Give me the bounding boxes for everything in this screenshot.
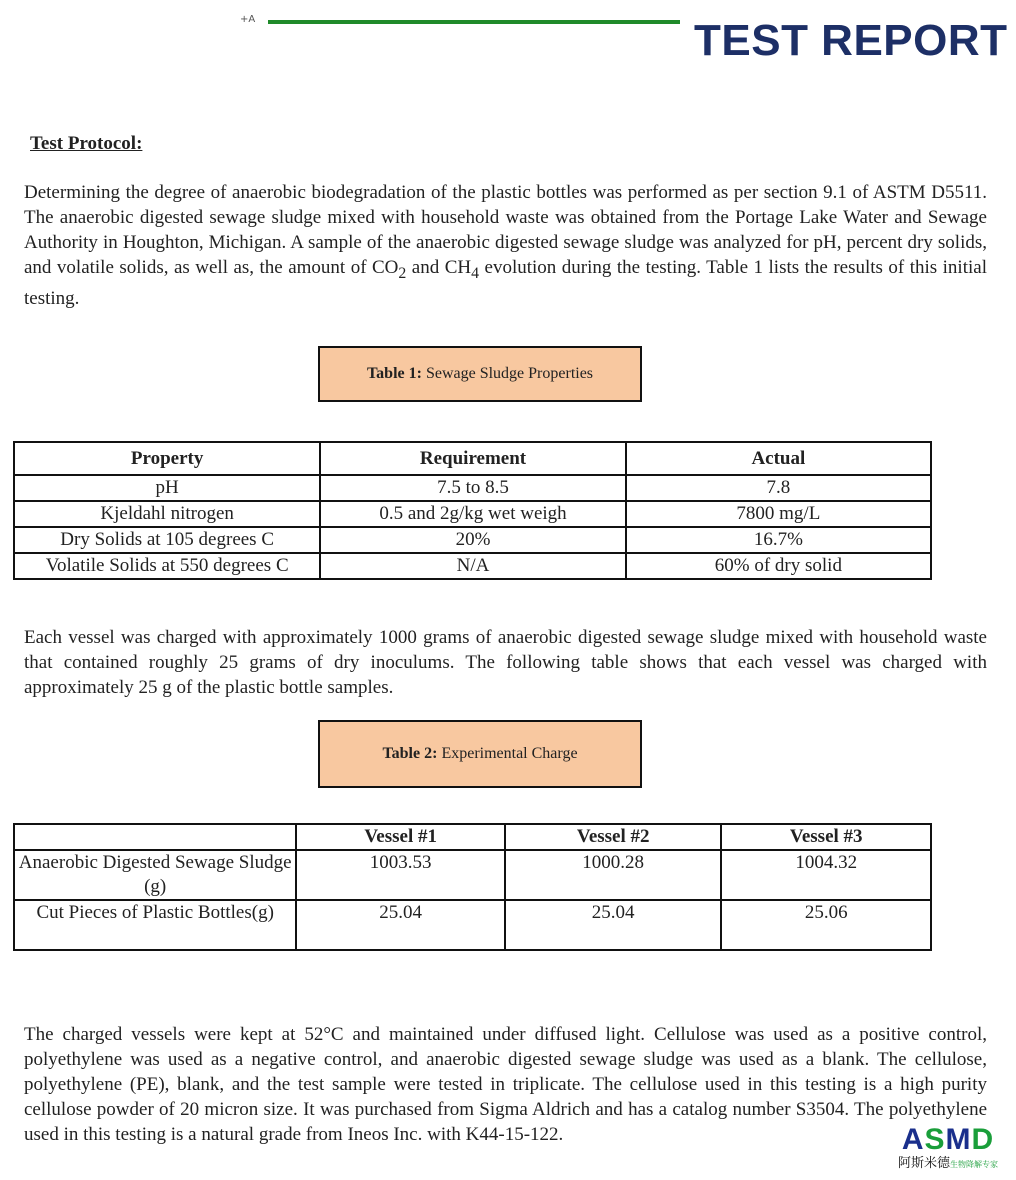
table-row [14,527,931,553]
table2-caption [318,720,642,788]
table-cell: Cut Pieces of Plastic Bottles(g) [14,900,296,950]
table-row [14,501,931,527]
header-rule [268,20,680,24]
table-row [14,553,931,579]
header-mark: +A [240,14,256,25]
table-header-row [14,442,931,475]
table-cell: 1000.28 [505,850,722,900]
table-cell: 25.04 [296,900,505,950]
table2-caption-label: Table 2: [382,745,438,762]
table-cell: Volatile Solids at 550 degrees C [14,553,320,579]
logo-subtitle: 阿斯米德生物降解专家 [897,1156,998,1171]
table-cell: Dry Solids at 105 degrees C [14,527,320,553]
table-header-cell: Vessel #3 [721,824,931,850]
paragraph-charge: Each vessel was charged with approximately 1000 grams of anaerobic digested sewage sludge mixed with household waste that contained roughly 25 grams of dry inoculums. The following table shows that each vessel was charged with approximately 25 g of the plastic bottle samples. [24,627,987,698]
table-header-cell: Requirement [320,442,625,475]
table-header-cell: Vessel #2 [505,824,722,850]
table-cell: 25.06 [721,900,931,950]
table-header-cell [14,824,296,850]
protocol-heading: Test Protocol: [30,133,143,154]
table-row [14,850,931,900]
table-cell: 25.04 [505,900,722,950]
table-header-cell: Vessel #1 [296,824,505,850]
table-header-row [14,824,931,850]
sewage-sludge-table [13,441,932,580]
paragraph-conditions: The charged vessels were kept at 52°C and maintained under diffused light. Cellulose was used as a positive control, polyethylene was used as a negative control, and anaerobic digested sewage sludge was used as a blank. The cellulose, polyethylene (PE), blank, and the test sample were tested in triplicate. The cellulose used in this testing is a high purity cellulose powder of 20 micron size. It was purchased from Sigma Aldrich and has a catalog number S3504. The polyethylene used in this testing is a natural grade from Ineos Inc. with K44-15-122. [24,1024,987,1145]
table-cell: 0.5 and 2g/kg wet weigh [320,501,625,527]
table-cell: 7.8 [626,475,931,501]
table-cell: 60% of dry solid [626,553,931,579]
experimental-charge-table [13,823,932,951]
table-cell: N/A [320,553,625,579]
table-cell: 1004.32 [721,850,931,900]
table-cell: 7.5 to 8.5 [320,475,625,501]
table-cell: 7800 mg/L [626,501,931,527]
logo-mark: ASMD [901,1123,995,1156]
table-cell: Anaerobic Digested Sewage Sludge (g) [14,850,296,900]
report-title: TEST REPORT [694,16,1008,65]
table-header-cell: Property [14,442,320,475]
table1-caption-label: Table 1: [366,365,422,382]
table-cell: 1003.53 [296,850,505,900]
table-row [14,900,931,950]
table-header-cell: Actual [626,442,931,475]
paragraph-intro: Determining the degree of anaerobic biodegradation of the plastic bottles was performed as per section 9.1 of ASTM D5511. The anaerobic digested sewage sludge mixed with household waste was obtained from the Portage Lake Water and Sewage Authority in Houghton, Michigan. A sample of the anaerobic digested sewage sludge was analyzed for pH, percent dry solids, and volatile solids, as well as, the amount of $CO_2$ and $CH_4$ evolution during the testing. Table 1 lists the results of this initial testing. [24,182,987,309]
table-cell: 20% [320,527,625,553]
asmd-logo [886,1124,1010,1176]
table-cell: 16.7% [626,527,931,553]
table1-caption [318,346,642,402]
table-cell: pH [14,475,320,501]
table2-caption-text: Experimental Charge [441,745,578,762]
table1-caption-text: Sewage Sludge Properties [425,365,594,382]
table-row [14,475,931,501]
table-cell: Kjeldahl nitrogen [14,501,320,527]
